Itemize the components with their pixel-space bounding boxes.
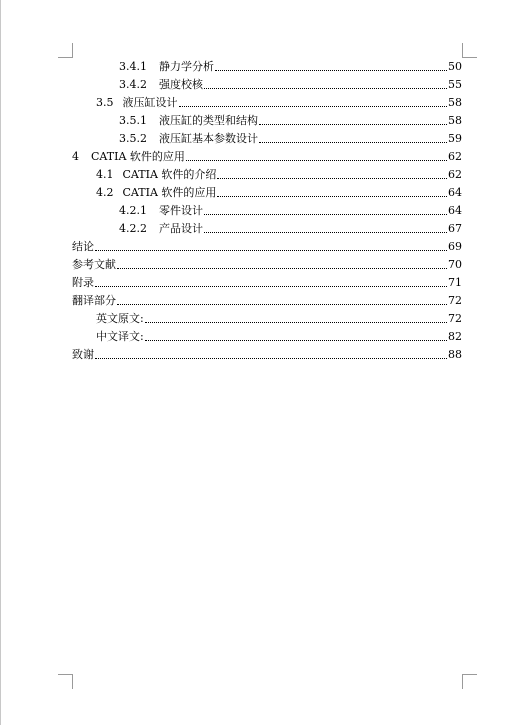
toc-entry[interactable] [72,183,462,201]
toc-entry[interactable] [72,219,462,237]
toc-entry-page: 82 [448,330,462,343]
toc-entry-page: 72 [448,312,462,325]
toc-entry-number: 3.5 [96,96,114,109]
crop-mark-top-left [58,43,73,58]
toc-entry-title: 参考文献 [72,258,116,271]
toc-leader-dots [95,249,447,251]
toc-leader-dots [117,267,447,269]
toc-entry-page: 55 [448,78,462,91]
toc-entry-title: CATIA 软件的介绍 [122,168,217,181]
toc-entry-page: 64 [448,204,462,217]
toc-entry-number: 3.5.2 [119,132,147,145]
toc-leader-dots [204,231,447,233]
toc-leader-dots [186,159,447,161]
toc-entry-number: 4 [72,150,79,163]
toc-entry-page: 72 [448,294,462,307]
toc-entry-number: 3.4.2 [119,78,147,91]
toc-entry[interactable] [72,309,462,327]
toc-entry-page: 50 [448,60,462,73]
toc-entry-title: 液压缸设计 [122,96,178,109]
toc-entry-page: 69 [448,240,462,253]
toc-leader-dots [259,123,447,125]
toc-entry-page: 67 [448,222,462,235]
toc-entry-title: 结论 [72,240,94,253]
toc-entry-title: 强度校核 [159,78,203,91]
toc-leader-dots [217,177,447,179]
toc-entry-page: 88 [448,348,462,361]
toc-entry-page: 64 [448,186,462,199]
toc-leader-dots [117,303,447,305]
toc-entry-title: 零件设计 [159,204,203,217]
toc-entry[interactable] [72,75,462,93]
toc-leader-dots [217,195,447,197]
toc-leader-dots [145,339,447,341]
toc-entry-page: 58 [448,96,462,109]
toc-entry-page: 58 [448,114,462,127]
toc-entry[interactable] [72,327,462,345]
toc-leader-dots [215,69,447,71]
toc-entry[interactable] [72,201,462,219]
crop-mark-bottom-left [58,674,73,689]
toc-entry-title: 液压缸基本参数设计 [159,132,258,145]
toc-entry-number: 3.5.1 [119,114,147,127]
toc-entry[interactable] [72,129,462,147]
toc-entry-title: 英文原文: [96,312,144,325]
toc-entry-number: 4.2.2 [119,222,147,235]
toc-leader-dots [259,141,447,143]
toc-entry[interactable] [72,57,462,75]
toc-entry[interactable] [72,93,462,111]
toc-entry-page: 59 [448,132,462,145]
toc-entry[interactable] [72,147,462,165]
toc-leader-dots [95,357,447,359]
toc-leader-dots [204,213,447,215]
toc-entry-title: 产品设计 [159,222,203,235]
toc-entry-number: 4.2 [96,186,114,199]
toc-entry-title: 翻译部分 [72,294,116,307]
toc-entry[interactable] [72,165,462,183]
toc-entry-number: 4.2.1 [119,204,147,217]
toc-entry-page: 62 [448,150,462,163]
toc-entry-title: 液压缸的类型和结构 [159,114,258,127]
crop-mark-top-right [462,43,477,58]
toc-entry[interactable] [72,111,462,129]
toc-entry-title: 静力学分析 [159,60,214,73]
toc-entry-page: 71 [448,276,462,289]
toc-entry-title: CATIA 软件的应用 [122,186,217,199]
table-of-contents [72,57,462,363]
toc-entry-title: 中文译文: [96,330,144,343]
crop-mark-bottom-right [462,674,477,689]
toc-entry[interactable] [72,237,462,255]
toc-leader-dots [204,87,447,89]
toc-leader-dots [95,285,447,287]
toc-entry-title: CATIA 软件的应用 [91,150,185,163]
toc-entry[interactable] [72,345,462,363]
toc-entry-title: 附录 [72,276,94,289]
toc-entry[interactable] [72,273,462,291]
toc-entry[interactable] [72,291,462,309]
toc-entry-page: 70 [448,258,462,271]
toc-entry-number: 3.4.1 [119,60,147,73]
toc-entry-page: 62 [448,168,462,181]
toc-leader-dots [179,105,448,107]
toc-entry-title: 致谢 [72,348,94,361]
toc-entry[interactable] [72,255,462,273]
toc-entry-number: 4.1 [96,168,114,181]
toc-leader-dots [145,321,447,323]
